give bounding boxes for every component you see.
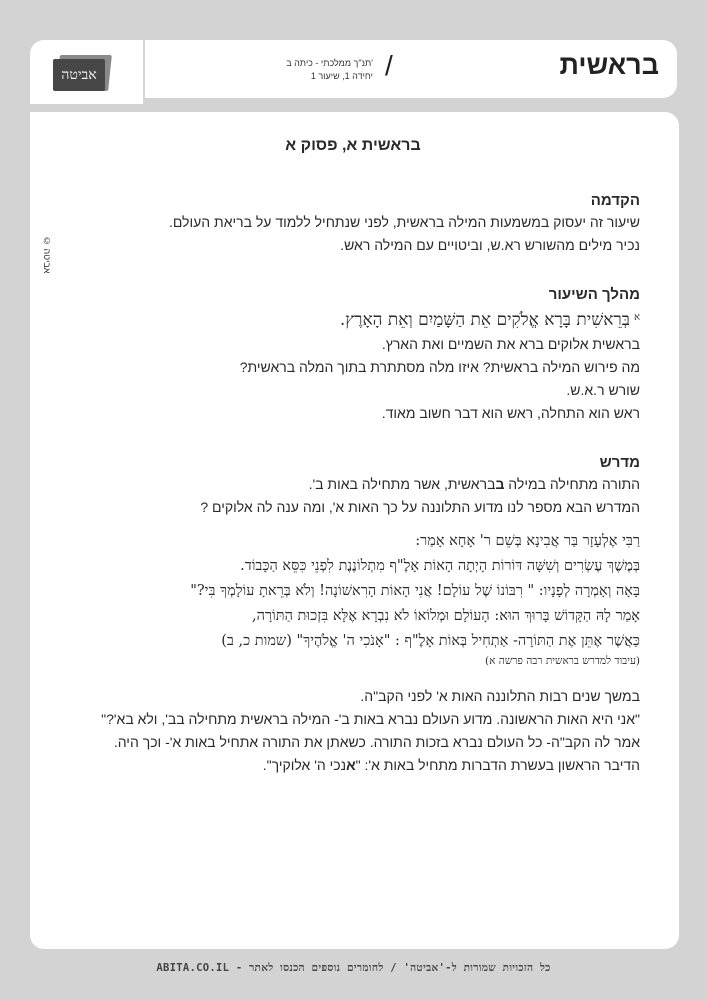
summary-last-line: הדיבר הראשון בעשרת הדברות מתחיל באות א': "אנכי ה' אלוקיך". <box>262 757 640 773</box>
summary-line: במשך שנים רבות התלוננה האות א' לפני הקב"ה. <box>360 688 640 704</box>
midrash-text-line: רַבִּי אֶלְעָזָר בַּר אֲבִינָא בְּשֵׁם ר' אָחָא אָמַר: <box>415 533 640 549</box>
footer-copyright: כל הזכויות שמורות ל-'אביטה' / לחומרים נוספים הכנסו לאתר - ABITA.CO.IL <box>156 962 551 974</box>
process-line: ראש הוא התחלה, ראש הוא דבר חשוב מאוד. <box>381 405 640 421</box>
process-line: בראשית אלוקים ברא את השמיים ואת הארץ. <box>381 336 640 352</box>
midrash-text-line: בָּאָה וְאָמְרָה לְפָנָיו: " רִבּוֹנוֹ שֶׁל עוֹלָם! אֲנִי הָאוֹת הָרִאשׁוֹנָה! וְלֹא בְּרֵאתָ עוֹלָמְךָ בִּי?" <box>190 583 640 599</box>
midrash-intro: התורה מתחילה במילה בבראשית, אשר מתחילה באות ב'. <box>308 476 640 492</box>
summary-line: אמר לה הקב"ה- כל העולם נברא בזכות התורה. כשאתן את התורה אתחיל באות א'- וכך היה. <box>113 734 640 750</box>
copyright-mark: © אביטה <box>42 236 52 274</box>
subtitle-unit: יחידה 1, שיעור 1 <box>310 71 373 81</box>
header <box>145 40 677 98</box>
process-line: שורש ר.א.ש. <box>566 382 640 398</box>
process-heading: מהלך השיעור <box>548 286 640 303</box>
midrash-source: (עיבוד למדרש בראשית רבה פרשה א) <box>485 655 640 667</box>
verse-number: א <box>633 312 640 323</box>
logo[interactable]: אביטה <box>53 59 105 91</box>
intro-heading: הקדמה <box>590 192 640 209</box>
intro-line: נכיר מילים מהשורש רא.ש, וביטויים עם המילה ראש. <box>340 237 640 253</box>
lesson-title: בראשית א, פסוק א <box>285 137 421 154</box>
midrash-text-line: אָמַר לָהּ הַקָּדוֹשׁ בָּרוּךְ הוּא: הָעוֹלָם וּמְלוֹאוֹ לֹא נִבְרָא אֶלָּא בִּזְכוּת הַתּוֹרָה, <box>251 608 640 624</box>
title-separator: / <box>385 50 393 81</box>
midrash-text-line: כַּאֲשֶׁר אֶתֵּן אֶת הַתּוֹרָה- אַתְחִיל בְּאוֹת אָלֶ"ף : "אָנֹכִי ה' אֱלֹהֶיךָ" (שמות כ, ב) <box>221 633 640 649</box>
header-subtitle <box>273 57 373 83</box>
subtitle-course: תנ"ך ממלכתי - כיתה ב' <box>286 58 373 68</box>
intro-line: שיעור זה יעסוק במשמעות המילה בראשית, לפני שנתחיל ללמוד על בריאת העולם. <box>168 214 640 230</box>
summary-line: "אני היא האות הראשונה. מדוע העולם נברא באות ב'- המילה בראשית מתחילה בב', ולא בא'?" <box>101 711 640 727</box>
verse-text: בְּרֵאשִׁית בָּרָא אֱלֹקִים אֵת הַשָּׁמַיִם וְאֵת הָאָרֶץ. <box>339 310 630 330</box>
verse <box>66 307 640 333</box>
page-title: בראשית <box>559 50 659 80</box>
process-line: מה פירוש המילה בראשית? איזו מלה מסתתרת בתוך המלה בראשית? <box>239 359 640 375</box>
midrash-intro-line2: המדרש הבא מספר לנו מדוע התלוננה על כך האות א', ומה ענה לה אלוקים ? <box>200 499 640 515</box>
midrash-heading: מדרש <box>599 454 640 471</box>
logo-box <box>30 40 143 104</box>
lesson-content <box>66 127 640 777</box>
midrash-text-line: בְּמֶשֶׁךְ עֶשְׂרִים וְשִׁשָּׁה דּוֹרוֹת הָיְתָה הָאוֹת אָלֶ"ף מִתְלוֹנֶנֶת לִפְנֵי כִּסֵּא הַכָּבוֹד. <box>240 558 640 574</box>
